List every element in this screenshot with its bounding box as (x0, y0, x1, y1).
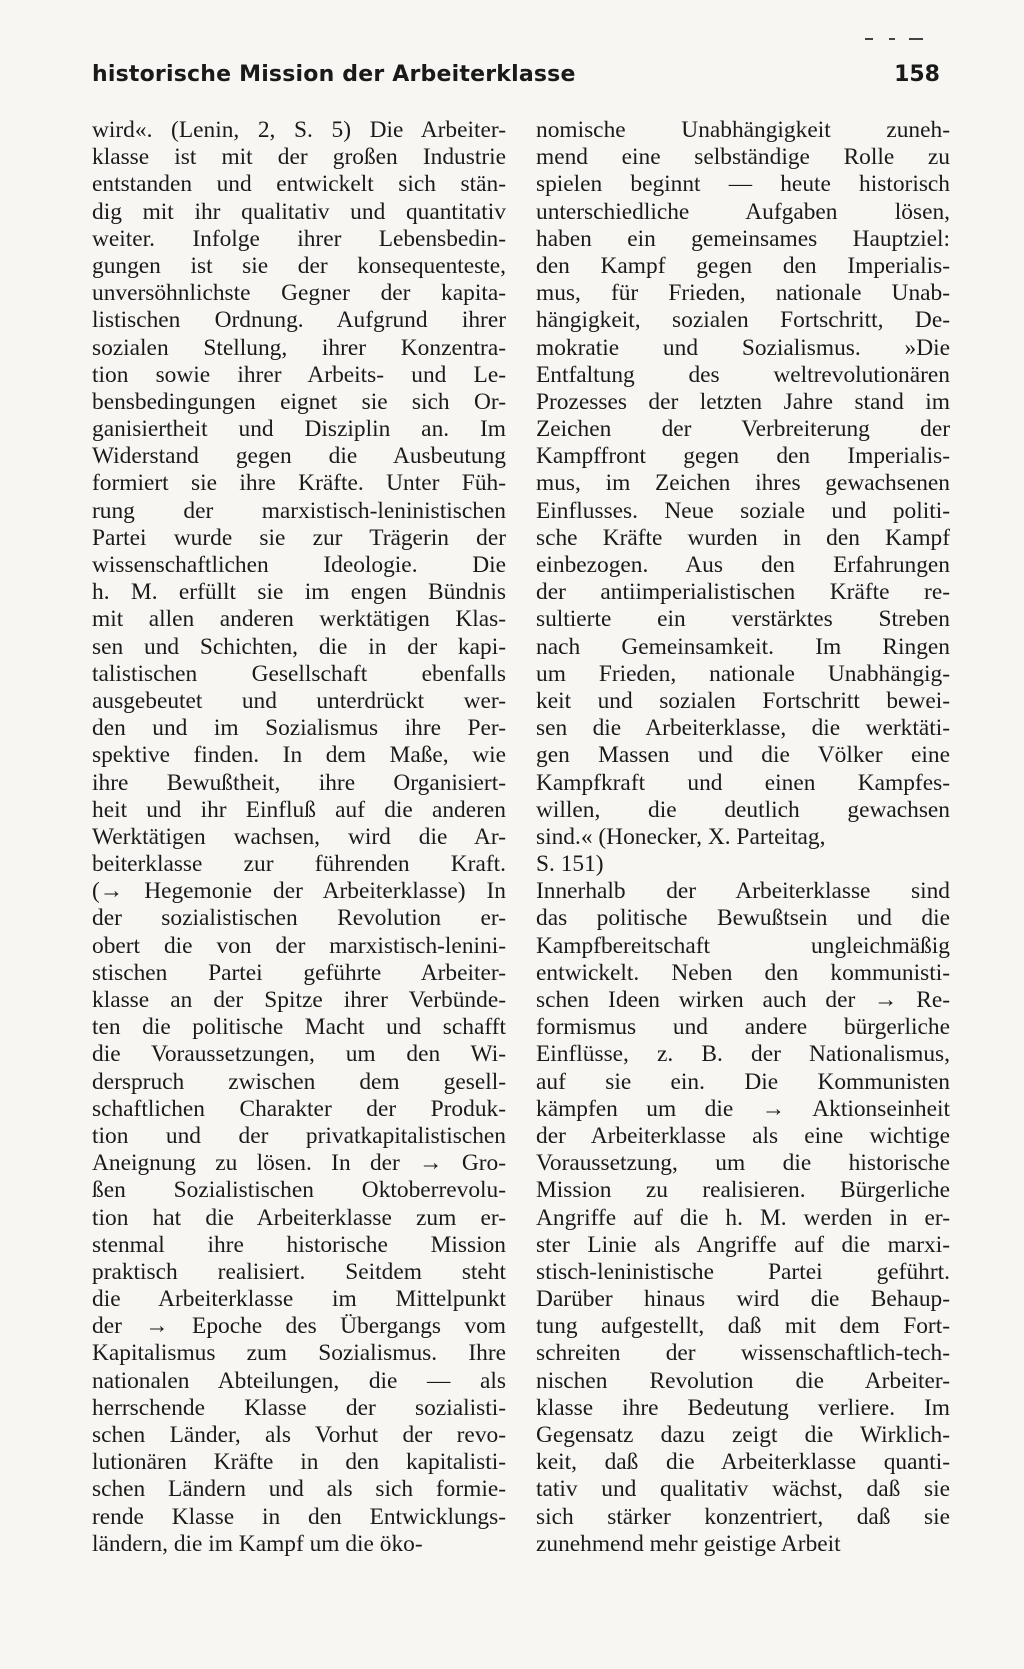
text-line: bensbedingungen eignet sie sich Or- (92, 388, 506, 415)
text-line: wissenschaftlichen Ideologie. Die (92, 552, 506, 578)
text-line: die Voraussetzungen, um den Wi- (92, 1041, 506, 1068)
text-line: rende Klasse in den Entwicklungs- (92, 1503, 506, 1530)
text-line: (→ Hegemonie der Arbeiterklasse) In (92, 878, 506, 905)
running-header (92, 62, 940, 98)
text-line: Aneignung zu lösen. In der → Gro- (92, 1150, 506, 1177)
text-line: Angriffe auf die h. M. werden in er- (536, 1204, 950, 1231)
text-line: ßen Sozialistischen Oktoberrevolu- (92, 1177, 506, 1204)
text-line: den Kampf gegen den Imperialis- (536, 252, 950, 279)
text-line: unterschiedliche Aufgaben lösen, (536, 198, 950, 225)
text-line: nischen Revolution die Arbeiter- (536, 1367, 950, 1394)
text-line: Entfaltung des weltrevolutionären (536, 361, 950, 388)
text-line: tativ und qualitativ wächst, daß sie (536, 1476, 950, 1503)
text-line: schen Ländern und als sich formie- (92, 1476, 506, 1503)
text-line: Kampffront gegen den Imperialis- (536, 443, 950, 470)
text-line: Partei wurde sie zur Trägerin der (92, 524, 506, 551)
text-line: stischen Partei geführte Arbeiter- (92, 959, 506, 986)
header-title: historische Mission der Arbeiterklasse (92, 62, 576, 87)
text-line: auf sie ein. Die Kommunisten (536, 1068, 950, 1095)
text-line: derspruch zwischen dem gesell- (92, 1068, 506, 1095)
text-line: mus, im Zeichen ihres gewachsenen (536, 470, 950, 497)
text-line: sind.« (Honecker, X. Parteitag, (536, 823, 826, 850)
text-line: mit allen anderen werktätigen Klas- (92, 606, 506, 633)
text-line: den und im Sozialismus ihre Per- (92, 715, 506, 742)
text-line: tion hat die Arbeiterklasse zum er- (92, 1204, 506, 1231)
text-line: Kampfbereitschaft ungleichmäßig (536, 932, 950, 959)
text-line: sich stärker konzentriert, daß sie (536, 1503, 950, 1530)
text-line: wird«. (Lenin, 2, S. 5) Die Arbeiter- (92, 117, 506, 143)
text-line: stenmal ihre historische Mission (92, 1231, 506, 1258)
text-line: willen, die deutlich gewachsen (536, 796, 950, 823)
text-line: stisch-leninistische Partei geführt. (536, 1258, 950, 1285)
text-line: listischen Ordnung. Aufgrund ihrer (92, 307, 506, 334)
text-line: der → Epoche des Übergangs vom (92, 1313, 506, 1340)
text-line: haben ein gemeinsames Hauptziel: (536, 225, 950, 252)
text-line: ten die politische Macht und schafft (92, 1014, 506, 1041)
page-number: 158 (894, 62, 940, 87)
text-line: zunehmend mehr geistige Arbeit (536, 1530, 841, 1557)
text-line: formismus und andere bürgerliche (536, 1014, 950, 1041)
text-line: Prozesses der letzten Jahre stand im (536, 388, 950, 415)
text-line: ihre Bewußtheit, ihre Organisiert- (92, 769, 506, 796)
text-line: praktisch realisiert. Seitdem steht (92, 1258, 506, 1285)
text-line: S. 151) (536, 851, 604, 878)
text-line: Mission zu realisieren. Bürgerliche (536, 1177, 950, 1204)
text-line: sozialen Stellung, ihrer Konzentra- (92, 334, 506, 361)
text-line: gen Massen und die Völker eine (536, 742, 950, 769)
text-line: tung aufgestellt, daß mit dem Fort- (536, 1313, 950, 1340)
text-line: die Arbeiterklasse im Mittelpunkt (92, 1286, 506, 1313)
text-line: der Arbeiterklasse als eine wichtige (536, 1122, 950, 1149)
left-text-column (92, 117, 506, 1558)
text-line: spielen beginnt — heute historisch (536, 171, 950, 198)
scan-marks (865, 38, 925, 44)
text-line: tion sowie ihrer Arbeits- und Le- (92, 361, 506, 388)
text-line: lutionären Kräfte in den kapitalisti- (92, 1449, 506, 1476)
text-line: nomische Unabhängigkeit zuneh- (536, 117, 950, 143)
text-line: schaftlichen Charakter der Produk- (92, 1095, 506, 1122)
text-line: beiterklasse zur führenden Kraft. (92, 851, 506, 878)
text-line: schreiten der wissenschaftlich-tech- (536, 1340, 950, 1367)
text-line: nationalen Abteilungen, die — als (92, 1367, 506, 1394)
text-line: mokratie und Sozialismus. »Die (536, 334, 950, 361)
text-line: mus, für Frieden, nationale Unab- (536, 280, 950, 307)
text-line: sen die Arbeiterklasse, die werktäti- (536, 715, 950, 742)
text-line: klasse ihre Bedeutung verliere. Im (536, 1394, 950, 1421)
text-line: schen Ideen wirken auch der → Re- (536, 987, 950, 1013)
right-text-column (536, 117, 950, 1558)
text-line: ganisiertheit und Disziplin an. Im (92, 416, 506, 443)
text-line: keit und sozialen Fortschritt bewei- (536, 687, 950, 714)
text-line: Werktätigen wachsen, wird die Ar- (92, 823, 506, 850)
text-line: Widerstand gegen die Ausbeutung (92, 443, 506, 470)
text-line: nach Gemeinsamkeit. Im Ringen (536, 633, 950, 660)
text-line: weiter. Infolge ihrer Lebensbedin- (92, 225, 506, 252)
text-line: klasse an der Spitze ihrer Verbünde- (92, 987, 506, 1013)
text-line: keit, daß die Arbeiterklasse quanti- (536, 1449, 950, 1476)
text-line: Einflüsse, z. B. der Nationalismus, (536, 1041, 950, 1068)
text-line: obert die von der marxistisch-lenini- (92, 932, 506, 959)
text-line: Zeichen der Verbreiterung der (536, 416, 950, 443)
text-line: talistischen Gesellschaft ebenfalls (92, 660, 506, 687)
text-line: unversöhnlichste Gegner der kapita- (92, 280, 506, 307)
text-line: formiert sie ihre Kräfte. Unter Füh- (92, 470, 506, 497)
text-line: sen und Schichten, die in der kapi- (92, 633, 506, 660)
text-line: mend eine selbständige Rolle zu (536, 144, 950, 171)
text-line: kämpfen um die → Aktionseinheit (536, 1095, 950, 1122)
text-line: ausgebeutet und unterdrückt wer- (92, 687, 506, 714)
text-line: heit und ihr Einfluß auf die anderen (92, 796, 506, 823)
text-line: einbezogen. Aus den Erfahrungen (536, 552, 950, 578)
text-line: entwickelt. Neben den kommunisti- (536, 959, 950, 986)
text-line: rung der marxistisch-leninistischen (92, 497, 506, 524)
text-line: Innerhalb der Arbeiterklasse sind (536, 878, 950, 905)
text-line: das politische Bewußtsein und die (536, 905, 950, 932)
text-line: sultierte ein verstärktes Streben (536, 606, 950, 633)
text-line: Kampfkraft und einen Kampfes- (536, 769, 950, 796)
text-line: sche Kräfte wurden in den Kampf (536, 524, 950, 551)
text-line: ländern, die im Kampf um die öko- (92, 1530, 423, 1557)
text-line: der antiimperialistischen Kräfte re- (536, 579, 950, 606)
text-line: um Frieden, nationale Unabhängig- (536, 660, 950, 687)
text-line: tion und der privatkapitalistischen (92, 1122, 506, 1149)
text-line: Einflusses. Neue soziale und politi- (536, 497, 950, 524)
text-line: Kapitalismus zum Sozialismus. Ihre (92, 1340, 506, 1367)
text-line: herrschende Klasse der sozialisti- (92, 1394, 506, 1421)
text-line: dig mit ihr qualitativ und quantitativ (92, 198, 506, 225)
text-line: Darüber hinaus wird die Behaup- (536, 1286, 950, 1313)
text-line: spektive finden. In dem Maße, wie (92, 742, 506, 769)
text-line: schen Länder, als Vorhut der revo- (92, 1422, 506, 1448)
text-line: gungen ist sie der konsequenteste, (92, 252, 506, 279)
text-line: h. M. erfüllt sie im engen Bündnis (92, 579, 506, 606)
text-line: ster Linie als Angriffe auf die marxi- (536, 1231, 950, 1258)
text-line: Gegensatz dazu zeigt die Wirklich- (536, 1422, 950, 1448)
text-line: der sozialistischen Revolution er- (92, 905, 506, 932)
text-line: hängigkeit, sozialen Fortschritt, De- (536, 307, 950, 334)
text-line: klasse ist mit der großen Industrie (92, 144, 506, 171)
text-line: entstanden und entwickelt sich stän- (92, 171, 506, 198)
text-line: Voraussetzung, um die historische (536, 1150, 950, 1177)
